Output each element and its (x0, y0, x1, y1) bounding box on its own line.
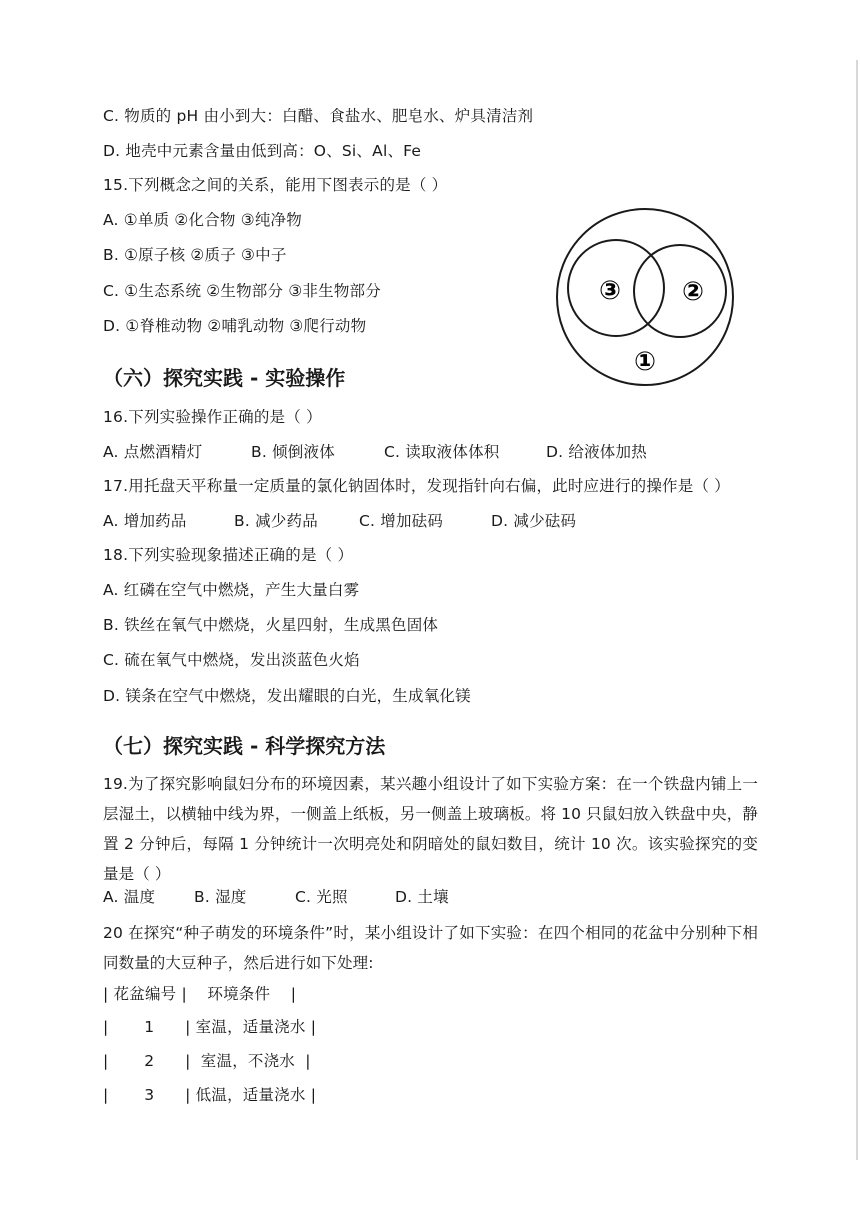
q17-options (0, 510, 860, 532)
q17-option-b: B. 减少药品 (234, 512, 318, 530)
q17-question: 17.用托盘天平称量一定质量的氯化钠固体时，发现指针向右偏，此时应进行的操作是（ ） (103, 477, 730, 495)
q19-option-c: C. 光照 (295, 888, 348, 906)
q17-option-c: C. 增加砝码 (359, 512, 444, 530)
q17-option-d: D. 减少砝码 (491, 512, 577, 530)
q18-question: 18.下列实验现象描述正确的是（ ） (103, 546, 354, 564)
q19-option-b: B. 湿度 (194, 888, 247, 906)
q16-options (0, 441, 860, 463)
venn-diagram (546, 206, 744, 388)
table-row: | 1 | 室温，适量浇水 | (103, 1018, 317, 1036)
q15-option-d: D. ①脊椎动物 ②哺乳动物 ③爬行动物 (103, 317, 367, 335)
outer-circle-label: ① (633, 347, 657, 377)
q15-question: 15.下列概念之间的关系，能用下图表示的是（ ） (103, 176, 448, 194)
q15-option-a: A. ①单质 ②化合物 ③纯净物 (103, 211, 302, 229)
left-circle-label: ③ (598, 276, 622, 306)
q16-option-d: D. 给液体加热 (546, 443, 647, 461)
table-row: | 3 | 低温，适量浇水 | (103, 1086, 317, 1104)
q17-option-a: A. 增加药品 (103, 512, 187, 530)
page-edge-divider (856, 60, 858, 1160)
q18-option-c: C. 硫在氧气中燃烧，发出淡蓝色火焰 (103, 651, 360, 669)
q16-question: 16.下列实验操作正确的是（ ） (103, 408, 322, 426)
q18-option-a: A. 红磷在空气中燃烧，产生大量白雾 (103, 581, 360, 599)
q14-option-d: D. 地壳中元素含量由低到高：O、Si、Al、Fe (103, 142, 422, 160)
section-6-heading: （六）探究实践 - 实验操作 (103, 366, 346, 390)
q19-question: 19.为了探究影响鼠妇分布的环境因素，某兴趣小组设计了如下实验方案：在一个铁盘内铺上一层湿土，以横轴中线为界，一侧盖上纸板，另一侧盖上玻璃板。将 10 只鼠妇放入铁盘中央，静置 2 分钟后，每隔 1 分钟统计一次明亮处和阴暗处的鼠妇数目，统计 10 次。该实验探究的变量是（ ） (103, 775, 758, 883)
q16-option-b: B. 倾倒液体 (251, 443, 335, 461)
right-circle-label: ② (681, 277, 705, 307)
q15-option-c: C. ①生态系统 ②生物部分 ③非生物部分 (103, 282, 381, 300)
q18-option-d: D. 镁条在空气中燃烧，发出耀眼的白光，生成氧化镁 (103, 687, 471, 705)
q19-option-a: A. 温度 (103, 888, 156, 906)
q19-options (0, 886, 860, 908)
q15-option-b: B. ①原子核 ②质子 ③中子 (103, 246, 287, 264)
q14-option-c: C. 物质的 pH 由小到大：白醋、食盐水、肥皂水、炉具清洁剂 (103, 107, 534, 125)
table-header-row: | 花盆编号 | 环境条件 | (103, 985, 297, 1003)
q19-option-d: D. 土壤 (395, 888, 449, 906)
q16-option-a: A. 点燃酒精灯 (103, 443, 203, 461)
table-row: | 2 | 室温，不浇水 | (103, 1052, 311, 1070)
q16-option-c: C. 读取液体体积 (384, 443, 500, 461)
section-7-heading: （七）探究实践 - 科学探究方法 (103, 734, 386, 758)
right-circle (634, 245, 726, 337)
q20-question: 20 在探究“种子萌发的环境条件”时，某小组设计了如下实验：在四个相同的花盆中分别种下相同数量的大豆种子，然后进行如下处理: (103, 924, 758, 972)
q18-option-b: B. 铁丝在氧气中燃烧，火星四射，生成黑色固体 (103, 616, 439, 634)
